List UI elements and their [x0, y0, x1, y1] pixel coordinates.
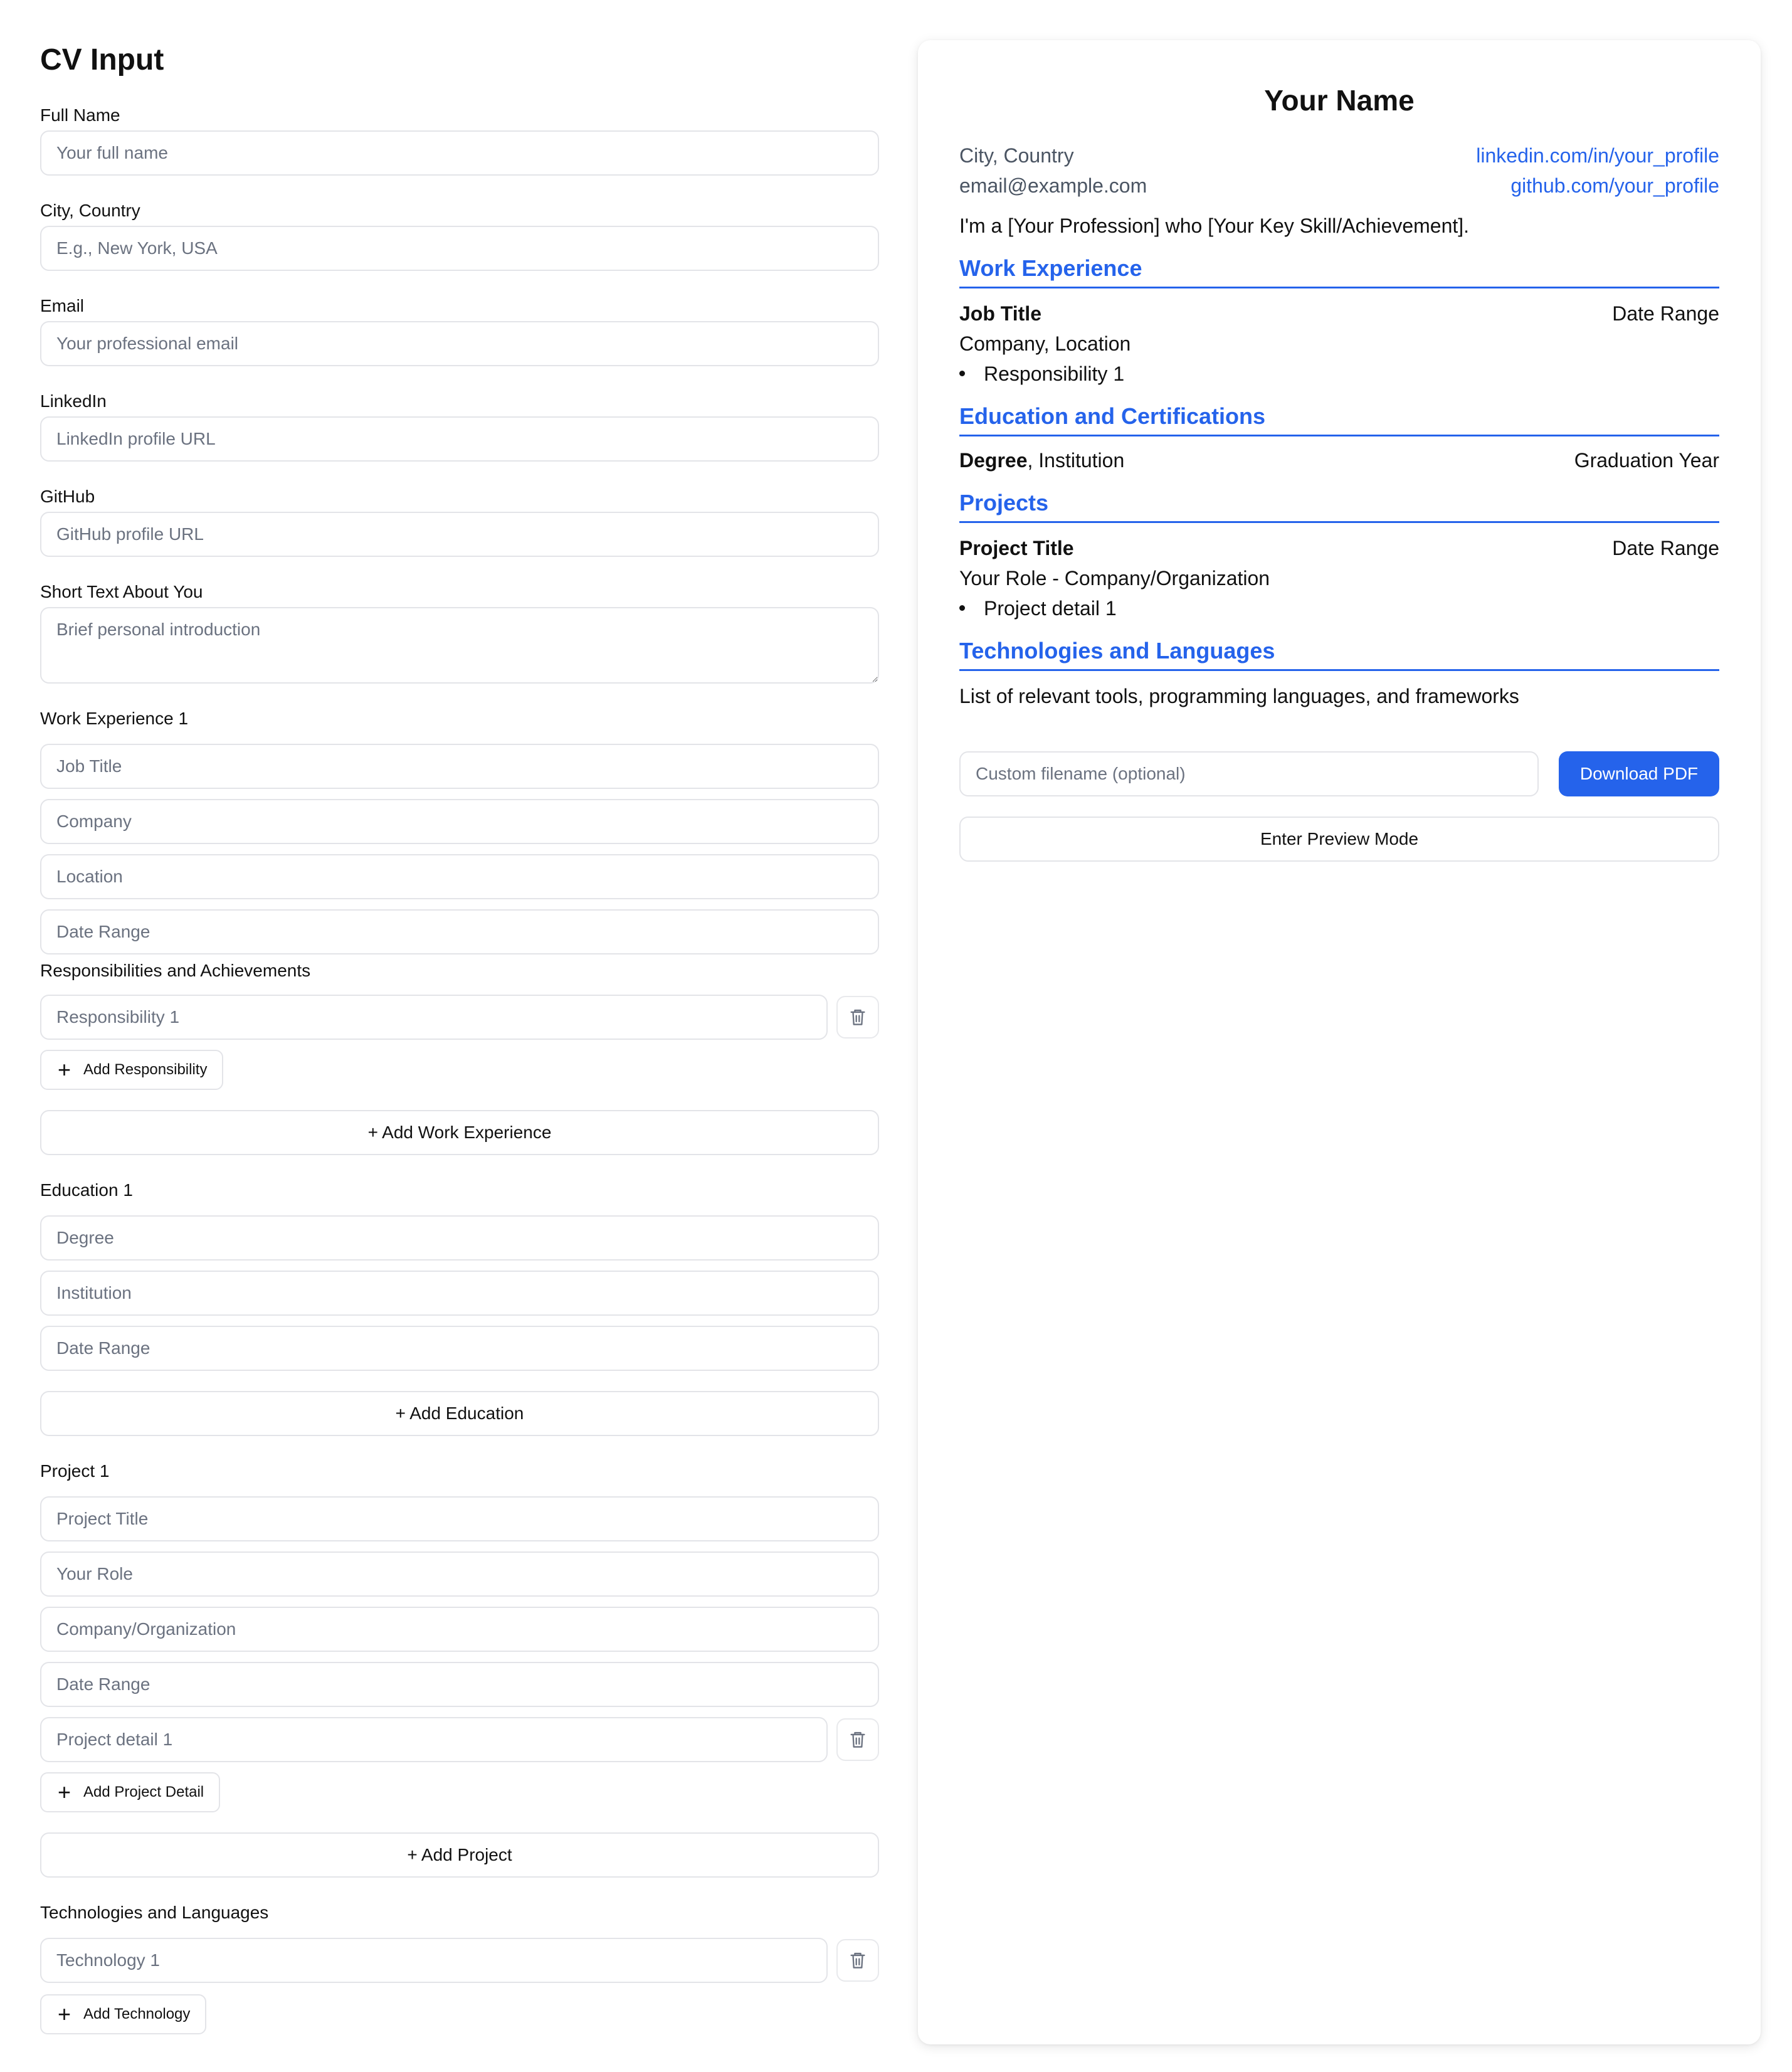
full-name-label: Full Name	[40, 105, 120, 125]
preview-github-link[interactable]: github.com/your_profile	[1510, 174, 1719, 197]
project-organization-input[interactable]	[40, 1607, 879, 1652]
city-country-label: City, Country	[40, 201, 140, 220]
full-name-input[interactable]	[40, 130, 879, 176]
institution-input[interactable]	[40, 1271, 879, 1316]
add-project-button[interactable]: + Add Project	[40, 1832, 879, 1878]
delete-responsibility-button[interactable]	[836, 996, 879, 1039]
project-label: Project 1	[40, 1461, 110, 1481]
page-title: CV Input	[40, 43, 164, 77]
preview-project-detail: Project detail 1	[959, 596, 1117, 621]
company-input[interactable]	[40, 799, 879, 844]
job-title-input[interactable]	[40, 744, 879, 789]
add-responsibility-button[interactable]	[40, 1050, 223, 1090]
preview-name: Your Name	[1264, 84, 1415, 117]
preview-email: email@example.com	[959, 174, 1147, 197]
project-detail-input[interactable]	[40, 1717, 828, 1762]
project-title-input[interactable]	[40, 1496, 879, 1541]
education-date-range-input[interactable]	[40, 1326, 879, 1371]
cv-preview-panel	[918, 40, 1761, 2044]
education-label: Education 1	[40, 1180, 133, 1200]
plus-icon: +	[58, 2001, 71, 2027]
technology-input[interactable]	[40, 1938, 828, 1983]
preview-degree: Degree	[959, 449, 1028, 472]
delete-project-detail-button[interactable]	[836, 1718, 879, 1761]
preview-project-date-range: Date Range	[1612, 537, 1719, 559]
technologies-label: Technologies and Languages	[40, 1903, 269, 1922]
preview-about: I'm a [Your Profession] who [Your Key Skill/Achievement].	[959, 214, 1470, 237]
preview-city: City, Country	[959, 144, 1074, 167]
preview-linkedin-link[interactable]: linkedin.com/in/your_profile	[1476, 144, 1719, 167]
trash-icon	[849, 1008, 867, 1027]
preview-project-title: Project Title	[959, 537, 1074, 559]
preview-degree-line	[959, 448, 1124, 473]
trash-icon	[849, 1951, 867, 1970]
preview-project-role: Your Role - Company/Organization	[959, 567, 1270, 589]
plus-icon: +	[58, 1057, 71, 1082]
project-date-range-input[interactable]	[40, 1662, 879, 1707]
github-input[interactable]	[40, 512, 879, 557]
preview-technologies-heading: Technologies and Languages	[959, 637, 1719, 671]
add-responsibility-label: Add Responsibility	[83, 1061, 208, 1078]
linkedin-label: LinkedIn	[40, 391, 107, 411]
degree-input[interactable]	[40, 1215, 879, 1261]
work-date-range-input[interactable]	[40, 909, 879, 954]
add-work-experience-button[interactable]: + Add Work Experience	[40, 1110, 879, 1155]
preview-work-heading: Work Experience	[959, 255, 1719, 288]
project-role-input[interactable]	[40, 1551, 879, 1597]
add-technology-label: Add Technology	[83, 2006, 191, 2022]
delete-technology-button[interactable]	[836, 1939, 879, 1982]
responsibilities-label: Responsibilities and Achievements	[40, 961, 311, 980]
download-pdf-button[interactable]: Download PDF	[1559, 751, 1719, 796]
location-input[interactable]	[40, 854, 879, 899]
github-label: GitHub	[40, 487, 95, 506]
city-country-input[interactable]	[40, 226, 879, 271]
filename-input[interactable]	[959, 751, 1539, 796]
preview-company-location: Company, Location	[959, 332, 1131, 355]
preview-work-date-range: Date Range	[1612, 302, 1719, 325]
email-input[interactable]	[40, 321, 879, 366]
preview-job-title: Job Title	[959, 302, 1041, 325]
preview-education-heading: Education and Certifications	[959, 403, 1719, 436]
add-project-detail-button[interactable]	[40, 1772, 220, 1812]
add-education-button[interactable]: + Add Education	[40, 1391, 879, 1436]
preview-technologies-text: List of relevant tools, programming languages, and frameworks	[959, 685, 1519, 707]
add-technology-button[interactable]	[40, 1994, 206, 2034]
about-label: Short Text About You	[40, 582, 203, 601]
work-experience-label: Work Experience 1	[40, 709, 189, 728]
linkedin-input[interactable]	[40, 416, 879, 462]
preview-projects-heading: Projects	[959, 489, 1719, 523]
preview-responsibility: Responsibility 1	[959, 361, 1124, 386]
trash-icon	[849, 1730, 867, 1749]
about-textarea[interactable]	[40, 607, 879, 684]
enter-preview-mode-button[interactable]: Enter Preview Mode	[959, 817, 1719, 862]
responsibility-input[interactable]	[40, 995, 828, 1040]
plus-icon: +	[58, 1779, 71, 1805]
preview-institution: , Institution	[1027, 449, 1125, 472]
email-label: Email	[40, 296, 85, 315]
add-project-detail-label: Add Project Detail	[83, 1784, 204, 1800]
preview-graduation-year: Graduation Year	[1574, 449, 1719, 472]
